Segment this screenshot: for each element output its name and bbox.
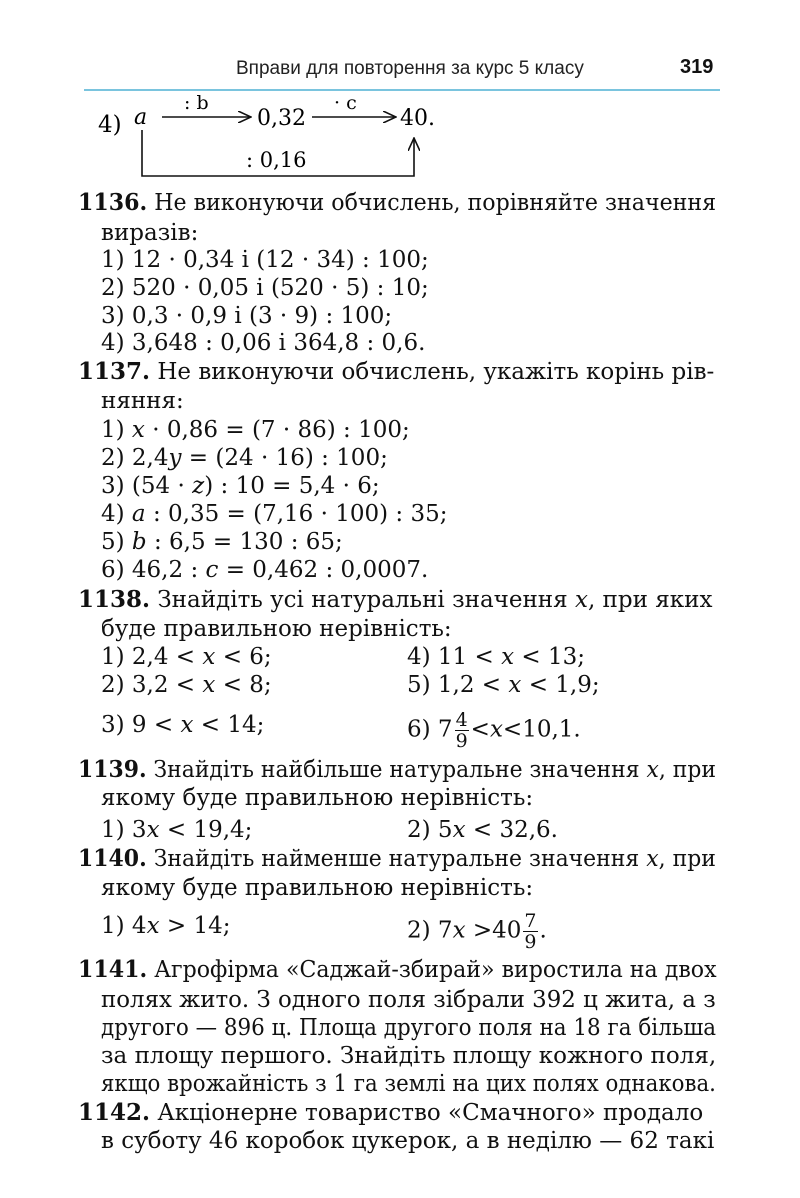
back-op: : 0,16 xyxy=(246,148,307,172)
page-number: 319 xyxy=(680,56,714,78)
exercise-1137-item-3: 3) (54 · z) : 10 = 5,4 · 6; xyxy=(101,473,380,499)
exercise-1136-item-1: 1) 12 · 0,34 і (12 · 34) : 100; xyxy=(101,247,429,273)
op2: · c xyxy=(334,92,357,114)
exercise-1137-item-6: 6) 46,2 : c = 0,462 : 0,0007. xyxy=(101,557,429,583)
exercise-1137-item-4: 4) a : 0,35 = (7,16 · 100) : 35; xyxy=(101,501,448,527)
exercise-1138-line-2: буде правильною нерівність: xyxy=(101,616,452,642)
exercise-1141-line-1: 1141. Агрофірма «Саджай-збирай» виростила на двох xyxy=(78,956,717,983)
diagram-label: 4) xyxy=(98,112,122,138)
exercise-1136-item-3: 3) 0,3 · 0,9 і (3 · 9) : 100; xyxy=(101,303,393,329)
exercise-1136-line-1: 1136. Не виконуючи обчислень, порівняйте значення xyxy=(78,189,717,216)
exercise-1138-item-3: 3) 9 < x < 14; xyxy=(101,712,265,738)
exercise-1137-line-1: 1137. Не виконуючи обчислень, укажіть корінь рів- xyxy=(78,358,715,385)
diagram-mid: 0,32 xyxy=(257,106,306,131)
exercise-1142-line-2: в суботу 46 коробок цукерок, а в неділю — 62 такі xyxy=(101,1128,715,1154)
exercise-1138-line-1: 1138. Знайдіть усі натуральні значення x, при яких xyxy=(78,586,713,613)
exercise-1140-item-1: 1) 4x > 14; xyxy=(101,913,231,939)
page-header xyxy=(0,56,800,84)
arrow-diagram xyxy=(96,88,456,184)
exercise-1141-line-5: якщо врожайність з 1 га землі на цих полях однакова. xyxy=(101,1071,716,1097)
exercise-1141-line-4: за площу першого. Знайдіть площу кожного поля, xyxy=(101,1043,717,1069)
diagram-end: 40. xyxy=(400,106,435,131)
exercise-1138-item-1: 1) 2,4 < x < 6; xyxy=(101,644,272,670)
diagram-start: a xyxy=(134,105,148,130)
exercise-1136-item-2: 2) 520 · 0,05 і (520 · 5) : 10; xyxy=(101,275,429,301)
exercise-1137-line-2: няння: xyxy=(101,388,184,414)
exercise-1141-line-3: другого — 896 ц. Площа другого поля на 18 га більша xyxy=(101,1015,717,1041)
exercise-1141-line-2: полях жито. З одного поля зібрали 392 ц жита, а з xyxy=(101,987,716,1013)
exercise-1139-line-2: якому буде правильною нерівність: xyxy=(101,785,534,811)
exercise-1137-item-2: 2) 2,4y = (24 · 16) : 100; xyxy=(101,445,388,471)
exercise-1138-item-4: 4) 11 < x < 13; xyxy=(407,644,585,670)
running-title: Вправи для повторення за курс 5 класу xyxy=(236,58,584,79)
arrow-diagram-svg xyxy=(96,88,456,180)
exercise-1137-item-5: 5) b : 6,5 = 130 : 65; xyxy=(101,529,343,555)
exercise-1139-line-1: 1139. Знайдіть найбільше натуральне значення x, при xyxy=(78,756,716,783)
fraction-4-9: $\frac{4}{9}$ xyxy=(455,709,468,752)
exercise-1140-line-2: якому буде правильною нерівність: xyxy=(101,875,534,901)
exercise-1136-item-4: 4) 3,648 : 0,06 і 364,8 : 0,6. xyxy=(101,330,426,356)
exercise-1138-item-2: 2) 3,2 < x < 8; xyxy=(101,672,272,698)
exercise-1138-item-6: 6) 7 $\frac{4}{9}$ <x<10,1. xyxy=(407,709,581,752)
exercise-1138-item-5: 5) 1,2 < x < 1,9; xyxy=(407,672,600,698)
exercise-1136-line-2: виразів: xyxy=(101,220,199,246)
fraction-7-9: $\frac{7}{9}$ xyxy=(524,910,537,953)
exercise-1139-item-1: 1) 3x < 19,4; xyxy=(101,817,253,843)
exercise-1142-line-1: 1142. Акціонерне товариство «Смачного» продало xyxy=(78,1099,704,1126)
exercise-1139-item-2: 2) 5x < 32,6. xyxy=(407,817,558,843)
exercise-1137-item-1: 1) x · 0,86 = (7 · 86) : 100; xyxy=(101,417,410,443)
op1: : b xyxy=(184,92,209,114)
exercise-1140-line-1: 1140. Знайдіть найменше натуральне значення x, при xyxy=(78,845,716,872)
exercise-1140-item-2: 2) 7x >40 $\frac{7}{9}$ . xyxy=(407,910,547,953)
